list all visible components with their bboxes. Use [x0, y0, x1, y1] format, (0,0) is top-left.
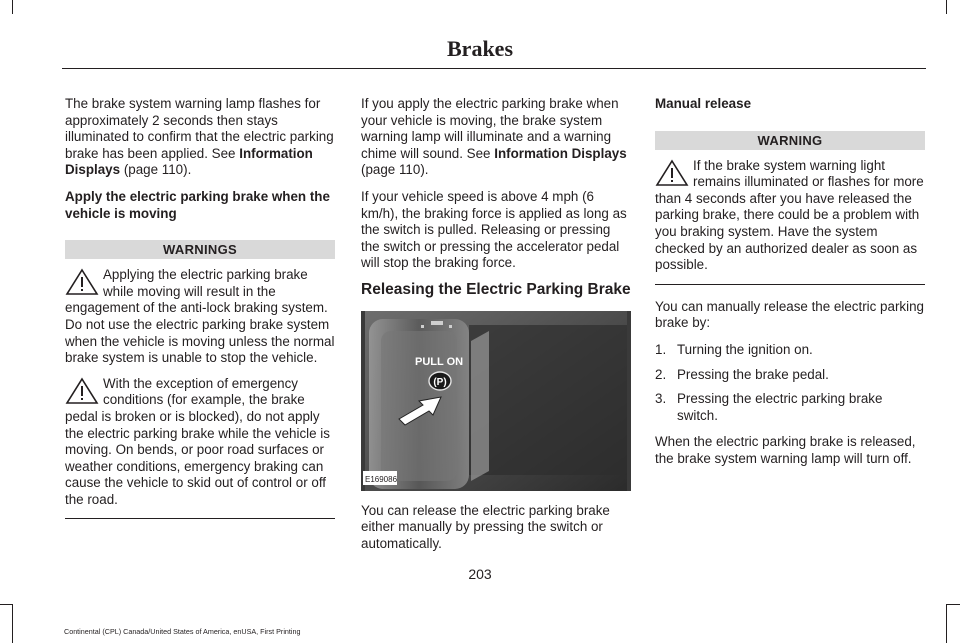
crop-mark-top-left: [12, 0, 13, 14]
section-title: Releasing the Electric Parking Brake: [361, 280, 631, 298]
crop-mark-top-right: [946, 0, 947, 14]
section-divider: [65, 518, 335, 519]
list-item: 2. Pressing the brake pedal.: [655, 366, 829, 382]
edition-footer: Continental (CPL) Canada/United States of America, enUSA, First Printing: [64, 627, 301, 636]
subheading: Manual release: [655, 96, 752, 111]
subheading: Apply the electric parking brake when the vehicle is moving: [65, 188, 330, 221]
crop-mark-bottom-right: [946, 604, 947, 643]
list-item: 3. Pressing the electric parking brake switch.: [655, 391, 883, 423]
warnings-banner: WARNINGS: [65, 240, 335, 259]
switch-label: PULL ON: [415, 355, 464, 368]
cross-reference-link[interactable]: Information Displays: [65, 145, 313, 178]
paragraph: If you apply the electric parking brake when your vehicle is moving, the brake system warning lamp will illuminate and a warning chime will sound. See Information Displays (page 110).: [361, 96, 627, 178]
warning-triangle-icon: [65, 377, 99, 405]
parking-symbol: (P): [433, 376, 447, 388]
paragraph: You can release the electric parking brake either manually by pressing the switch or automatically.: [361, 502, 610, 551]
warning-triangle-icon: [655, 159, 689, 187]
image-code: E169086: [365, 474, 398, 484]
list-item: 1. Turning the ignition on.: [655, 341, 813, 357]
crop-mark-bottom-left: [12, 604, 13, 643]
warning-triangle-icon: [65, 268, 99, 296]
parking-brake-switch-figure: [361, 311, 631, 491]
warning-item: With the exception of emergency conditions (for example, the brake pedal is broken or is blocked), do not apply the electric parking brake while the vehicle is moving. On bends, or poor road surfaces or weather conditions, emergency braking can cause the vehicle to skid out of control or off the road.: [65, 375, 330, 507]
intro-paragraph: The brake system warning lamp flashes for approximately 2 seconds then stays illuminated to confirm that the electric parking brake has been applied. See Information Displays (page 110).: [65, 96, 334, 178]
column-3: [655, 96, 925, 478]
page-title: Brakes: [447, 36, 513, 61]
column-2: [361, 96, 631, 562]
paragraph: You can manually release the electric parking brake by:: [655, 298, 924, 331]
crop-mark-bottom-left-h: [0, 604, 12, 605]
warning-item: Applying the electric parking brake while moving will result in the engagement of the anti-lock braking system. Do not use the electric parking brake system when the vehicle is moving unless the normal brake system is unable to stop the vehicle.: [65, 267, 335, 366]
page-number: 203: [468, 566, 492, 582]
warning-banner: WARNING: [655, 131, 925, 150]
section-divider: [655, 284, 925, 285]
header-divider: [62, 68, 926, 69]
paragraph: When the electric parking brake is released, the brake system warning lamp will turn off.: [655, 434, 916, 466]
parking-brake-switch-illustration: [361, 311, 631, 491]
paragraph: If your vehicle speed is above 4 mph (6 km/h), the braking force is applied as long as the switch is pulled. Releasing or pressing the switch or pressing the accelerator pedal will stop the braking force.: [361, 188, 627, 271]
warning-item: If the brake system warning light remains illuminated or flashes for more than 4 seconds after you have released the parking brake, there could be a problem with you braking system. Have the system checked by an authorized dealer as soon as possible.: [655, 157, 924, 273]
column-1: [65, 96, 335, 519]
crop-mark-bottom-right-h: [947, 604, 960, 605]
cross-reference-link[interactable]: Information Displays: [494, 145, 627, 161]
steps-list: [655, 342, 925, 424]
